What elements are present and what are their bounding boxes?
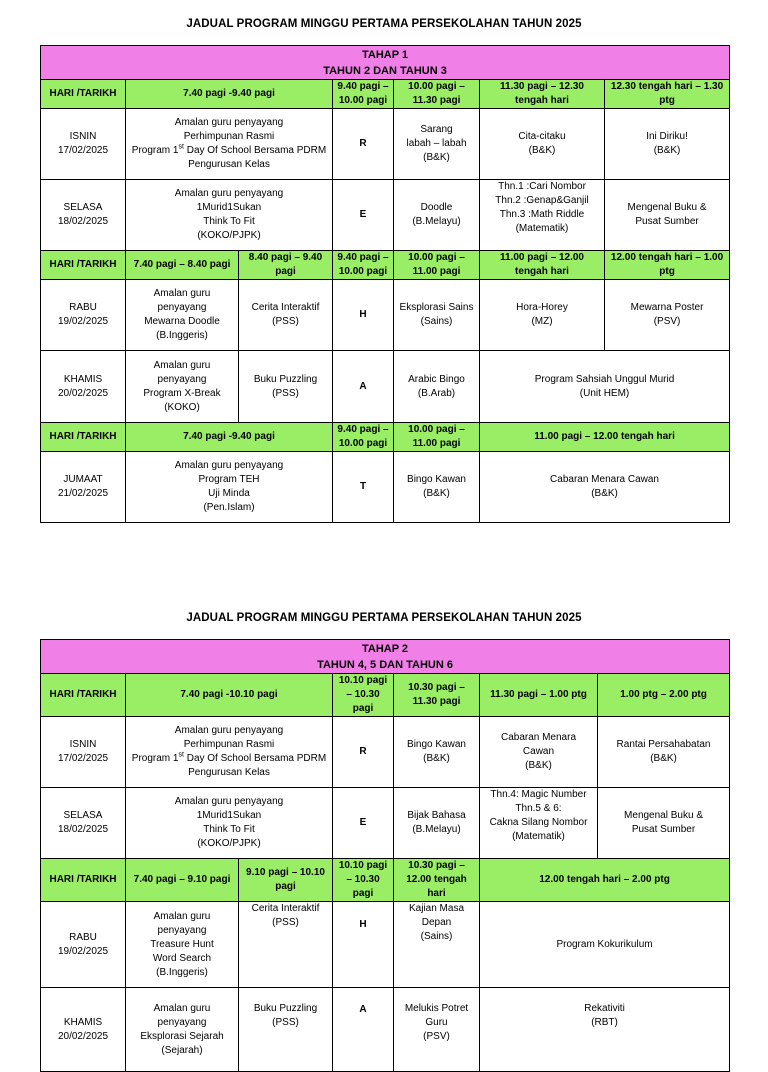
activity-slot-3: Sarang labah – labah (B&K) xyxy=(394,109,480,180)
day-date-cell: SELASA 18/02/2025 xyxy=(41,788,126,859)
day-date-cell: SELASA 18/02/2025 xyxy=(41,180,126,251)
time-header-row xyxy=(41,674,730,717)
break-letter: A xyxy=(333,351,394,423)
activity-slot-1b: Buku Puzzling (PSS) xyxy=(239,988,333,1072)
activity-slot-4: Cita-citaku (B&K) xyxy=(480,109,605,180)
header-slot-4: 11.30 pagi – 1.00 ptg xyxy=(480,674,598,717)
header-slot-5: 12.30 tengah hari – 1.30 ptg xyxy=(605,80,730,109)
activity-slot-4-5: Program Sahsiah Unggul Murid (Unit HEM) xyxy=(480,351,730,423)
schedule-table-tahap-2 xyxy=(40,639,730,1072)
activity-morning: Amalan guru penyayang 1Murid1Sukan Think To Fit (KOKO/PJPK) xyxy=(126,180,333,251)
activity-slot-4: Thn.4: Magic Number Thn.5 & 6: Cakna Silang Nombor (Matematik) xyxy=(480,788,598,859)
time-header-row xyxy=(41,423,730,452)
header-slot-break: 9.40 pagi – 10.00 pagi xyxy=(333,80,394,109)
time-header-row xyxy=(41,251,730,280)
break-letter: E xyxy=(333,180,394,251)
header-day-date: HARI /TARIKH xyxy=(41,423,126,452)
activity-slot-5: Rantai Persahabatan (B&K) xyxy=(598,717,730,788)
activity-slot-3: Melukis Potret Guru (PSV) xyxy=(394,988,480,1072)
header-slot-3: 10.30 pagi – 12.00 tengah hari xyxy=(394,859,480,902)
header-slot-1a: 7.40 pagi – 9.10 pagi xyxy=(126,859,239,902)
header-slot-1: 7.40 pagi -9.40 pagi xyxy=(126,80,333,109)
header-day-date: HARI /TARIKH xyxy=(41,80,126,109)
document-title-2: JADUAL PROGRAM MINGGU PERTAMA PERSEKOLAHAN TAHUN 2025 xyxy=(186,612,582,624)
header-slot-break: 10.10 pagi – 10.30 pagi xyxy=(333,674,394,717)
time-header-row xyxy=(41,80,730,109)
day-date-cell: KHAMIS 20/02/2025 xyxy=(41,988,126,1072)
header-slot-1: 7.40 pagi -10.10 pagi xyxy=(126,674,333,717)
activity-slot-5: Mengenal Buku & Pusat Sumber xyxy=(605,180,730,251)
break-letter: E xyxy=(333,788,394,859)
header-slot-1b: 8.40 pagi – 9.40 pagi xyxy=(239,251,333,280)
header-slot-break: 9.40 pagi – 10.00 pagi xyxy=(333,251,394,280)
header-slot-3: 10.00 pagi – 11.30 pagi xyxy=(394,80,480,109)
activity-slot-3: Doodle (B.Melayu) xyxy=(394,180,480,251)
header-slot-5: 12.00 tengah hari – 1.00 ptg xyxy=(605,251,730,280)
row-jumaat xyxy=(41,452,730,523)
header-day-date: HARI /TARIKH xyxy=(41,859,126,902)
activity-morning: Amalan guru penyayang Mewarna Doodle (B.Inggeris) xyxy=(126,280,239,351)
break-letter: H xyxy=(333,280,394,351)
activity-slot-1b: Cerita Interaktif (PSS) xyxy=(239,902,333,988)
header-slot-1b: 9.10 pagi – 10.10 pagi xyxy=(239,859,333,902)
header-slot-4: 11.30 pagi – 12.30 tengah hari xyxy=(480,80,605,109)
activity-slot-4-5: Rekativiti (RBT) xyxy=(480,988,730,1072)
activity-slot-3: Eksplorasi Sains (Sains) xyxy=(394,280,480,351)
activity-morning: Amalan guru penyayang Program TEH Uji Minda (Pen.Islam) xyxy=(126,452,333,523)
activity-morning: Amalan guru penyayang Perhimpunan Rasmi Program 1st Day Of School Bersama PDRM Pengurusan Kelas xyxy=(126,717,333,788)
activity-morning: Amalan guru penyayang Treasure Hunt Word Search (B.Inggeris) xyxy=(126,902,239,988)
row-isnin xyxy=(41,717,730,788)
activity-slot-3: Bijak Bahasa (B.Melayu) xyxy=(394,788,480,859)
header-day-date: HARI /TARIKH xyxy=(41,251,126,280)
activity-slot-3: Bingo Kawan (B&K) xyxy=(394,452,480,523)
activity-morning: Amalan guru penyayang Perhimpunan Rasmi Program 1st Day Of School Bersama PDRM Pengurusan Kelas xyxy=(126,109,333,180)
header-slot-3: 10.30 pagi – 11.30 pagi xyxy=(394,674,480,717)
header-slot-5: 1.00 ptg – 2.00 ptg xyxy=(598,674,730,717)
break-letter: R xyxy=(333,109,394,180)
day-date-cell: RABU 19/02/2025 xyxy=(41,902,126,988)
header-slot-4-5: 11.00 pagi – 12.00 tengah hari xyxy=(480,423,730,452)
activity-slot-3: Arabic Bingo (B.Arab) xyxy=(394,351,480,423)
header-slot-4-5: 12.00 tengah hari – 2.00 ptg xyxy=(480,859,730,902)
break-letter: H xyxy=(333,902,394,988)
activity-slot-4-5: Program Kokurikulum xyxy=(480,902,730,988)
stage-title: TAHAP 1 TAHUN 2 DAN TAHUN 3 xyxy=(41,46,730,80)
stage-title: TAHAP 2 TAHUN 4, 5 DAN TAHUN 6 xyxy=(41,640,730,674)
header-slot-break: 9.40 pagi – 10.00 pagi xyxy=(333,423,394,452)
header-slot-3: 10.00 pagi – 11.00 pagi xyxy=(394,251,480,280)
day-date-cell: JUMAAT 21/02/2025 xyxy=(41,452,126,523)
header-slot-1: 7.40 pagi -9.40 pagi xyxy=(126,423,333,452)
activity-slot-5: Mewarna Poster (PSV) xyxy=(605,280,730,351)
header-slot-break: 10.10 pagi – 10.30 pagi xyxy=(333,859,394,902)
time-header-row xyxy=(41,859,730,902)
row-selasa xyxy=(41,180,730,251)
header-slot-4: 11.00 pagi – 12.00 tengah hari xyxy=(480,251,605,280)
row-khamis xyxy=(41,351,730,423)
row-rabu xyxy=(41,902,730,988)
activity-slot-5: Ini Diriku! (B&K) xyxy=(605,109,730,180)
row-isnin xyxy=(41,109,730,180)
activity-slot-1b: Buku Puzzling (PSS) xyxy=(239,351,333,423)
break-letter: R xyxy=(333,717,394,788)
header-slot-1a: 7.40 pagi – 8.40 pagi xyxy=(126,251,239,280)
day-date-cell: ISNIN 17/02/2025 xyxy=(41,109,126,180)
break-letter: A xyxy=(333,988,394,1072)
activity-morning: Amalan guru penyayang Eksplorasi Sejarah (Sejarah) xyxy=(126,988,239,1072)
stage-header-row xyxy=(41,46,730,80)
activity-slot-5: Mengenal Buku & Pusat Sumber xyxy=(598,788,730,859)
day-date-cell: ISNIN 17/02/2025 xyxy=(41,717,126,788)
activity-slot-4: Thn.1 :Cari Nombor Thn.2 :Genap&Ganjil Thn.3 :Math Riddle (Matematik) xyxy=(480,180,605,251)
row-selasa xyxy=(41,788,730,859)
day-date-cell: KHAMIS 20/02/2025 xyxy=(41,351,126,423)
activity-morning: Amalan guru penyayang Program X-Break (KOKO) xyxy=(126,351,239,423)
activity-slot-4: Cabaran Menara Cawan (B&K) xyxy=(480,717,598,788)
stage-header-row xyxy=(41,640,730,674)
activity-slot-4: Hora-Horey (MZ) xyxy=(480,280,605,351)
break-letter: T xyxy=(333,452,394,523)
header-slot-3: 10.00 pagi – 11.00 pagi xyxy=(394,423,480,452)
activity-slot-3: Bingo Kawan (B&K) xyxy=(394,717,480,788)
day-date-cell: RABU 19/02/2025 xyxy=(41,280,126,351)
activity-slot-1b: Cerita Interaktif (PSS) xyxy=(239,280,333,351)
row-khamis xyxy=(41,988,730,1072)
activity-slot-4-5: Cabaran Menara Cawan (B&K) xyxy=(480,452,730,523)
schedule-table-tahap-1 xyxy=(40,45,730,523)
row-rabu xyxy=(41,280,730,351)
document-title-1: JADUAL PROGRAM MINGGU PERTAMA PERSEKOLAHAN TAHUN 2025 xyxy=(186,18,582,30)
activity-slot-3: Kajian Masa Depan (Sains) xyxy=(394,902,480,988)
activity-morning: Amalan guru penyayang 1Murid1Sukan Think To Fit (KOKO/PJPK) xyxy=(126,788,333,859)
header-day-date: HARI /TARIKH xyxy=(41,674,126,717)
